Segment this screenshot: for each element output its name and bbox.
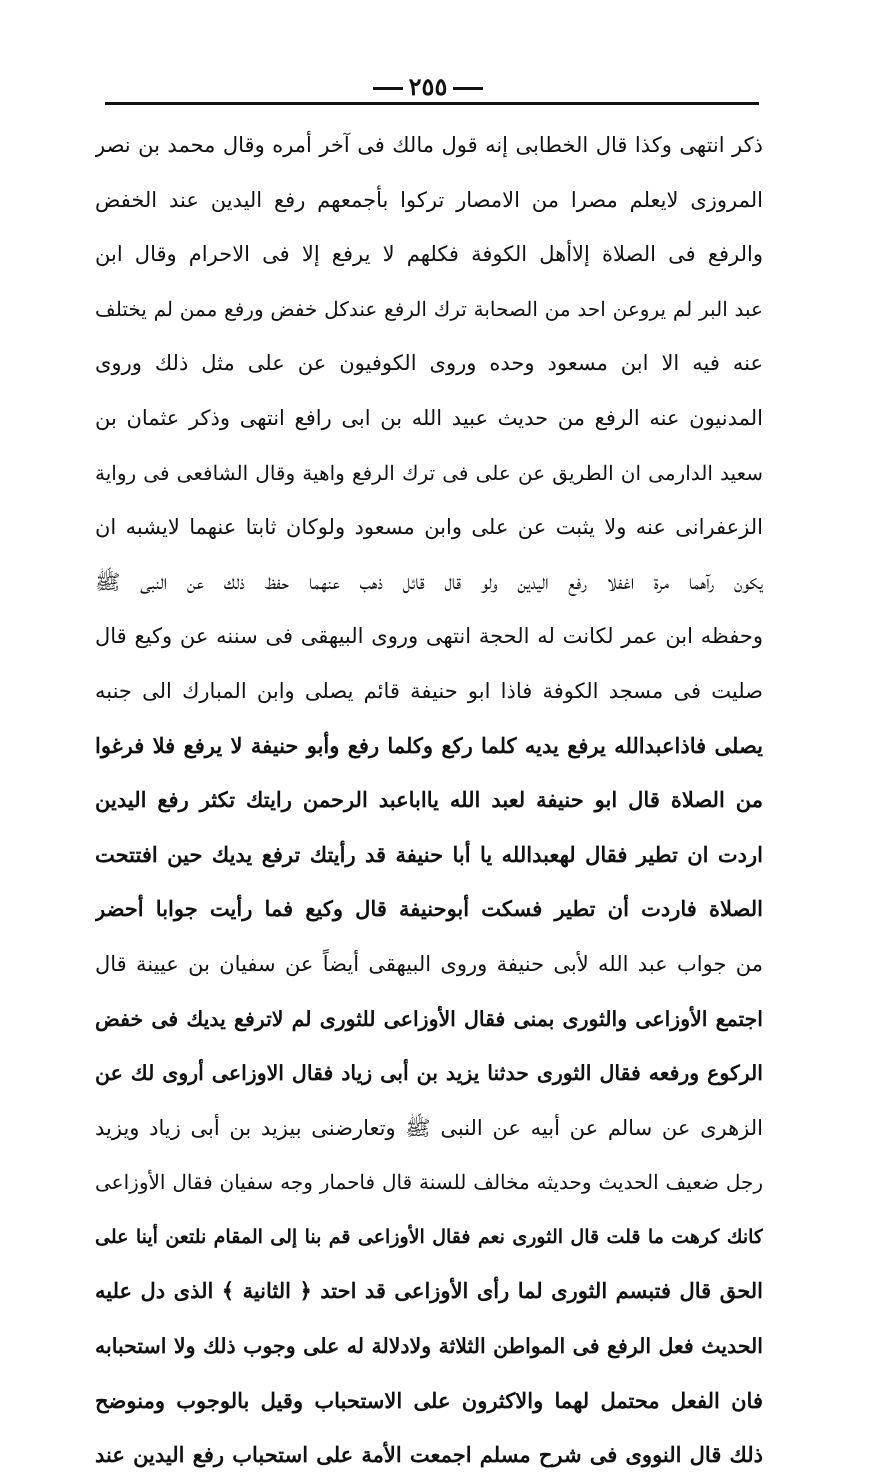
text-line: ذكر انتهى وكذا قال الخطابى إنه قول مالك فى آخر أمره وقال محمد بن نصر: [95, 133, 763, 157]
text-line: اجتمع الأوزاعى والثورى بمنى فقال الأوزاعى للثورى لم لاترفع يديك فى خفض: [95, 1006, 763, 1031]
text-line: عنه فيه الا ابن مسعود وحده وروى الكوفيون عن على مثل ذلك وروى: [95, 351, 763, 376]
text-line: اردت ان تطير فقال لهعبدالله يا أبا حنيفة قد رأيتك ترفع يديك حين افتتحت: [95, 841, 763, 867]
page-number-container: [358, 72, 498, 101]
text-line: الحق قال فتبسم الثورى لما رأى الأوزاعى قد احتد ﴿ الثانية ﴾ الذى دل عليه: [95, 1278, 763, 1304]
text-line: من جواب عبد الله لأبى حنيفة وروى البيهقى أيضاً عن سفيان بن عيينة قال: [95, 951, 763, 976]
text-line: يصلى فاذاعبدالله يرفع يديه كلما ركع وكلما رفع وأبو حنيفة لا يرفع فلا فرغوا: [95, 732, 763, 758]
text-line: رجل ضعيف الحديث وحديثه مخالف للسنة قال فاحمار وجه سفيان فقال الأوزاعى: [95, 1170, 763, 1195]
text-line: صليت فى مسجد الكوفة فاذا ابو حنيفة قائم يصلى وابن المبارك الى جنبه: [95, 678, 763, 703]
text-line: يكون رآهما مرة اغفلا رفع اليدين ولو قال قائل ذهب عنهما حفظ ذلك عن النبى ﷺ: [95, 569, 763, 594]
text-line: من الصلاة قال ابو حنيفة لعبد الله يااباعبد الرحمن رايتك تكثر رفع اليدين: [95, 787, 763, 813]
text-line: الزعفرانى عنه ولا يثبت عن على وابن مسعود ولوكان ثابتا عنهما لايشبه ان: [95, 515, 763, 540]
text-line: سعيد الدارمى ان الطريق عن على فى ترك الرفع واهية وقال الشافعى فى رواية: [95, 460, 763, 485]
header-rule: [105, 102, 759, 105]
body-text: [95, 118, 763, 1483]
text-line: المدنيون عنه الرفع من حديث عبيد الله بن ابى رافع انتهى وذكر عثمان بن: [95, 405, 763, 430]
text-line: المروزى لايعلم مصرا من الامصار تركوا بأجمعهم رفع اليدين عند الخفض: [95, 187, 763, 212]
left-dash: [453, 87, 483, 90]
text-line: الحديث فعل الرفع فى المواطن الثلاثة ولادلالة له على وجوب ذلك ولا استحبابه: [95, 1334, 763, 1359]
text-line: ذلك قال النووى فى شرح مسلم اجمعت الأمة على استحباب رفع اليدين عند: [95, 1442, 763, 1468]
page-header: [0, 66, 876, 106]
text-line: عبد البر لم يروعن احد من الصحابة ترك الرفع عندكل خفض ورفع ممن لم يختلف: [95, 296, 763, 321]
text-line: الصلاة فاردت أن تطير فسكت أبوحنيفة قال وكيع فما رأيت جوابا أحضر: [95, 896, 763, 922]
text-line: فان الفعل محتمل لهما والاكثرون على الاستحباب وقيل بالوجوب ومنوضح: [95, 1387, 763, 1413]
text-line: الزهرى عن سالم عن أبيه عن النبى ﷺ وتعارضنى بيزيد بن أبى زياد ويزيد: [95, 1115, 763, 1140]
text-line: كانك كرهت ما قلت قال الثورى نعم فقال الأوزاعى قم بنا إلى المقام نلتعن أينا على: [95, 1225, 763, 1248]
text-line: والرفع فى الصلاة إلاأهل الكوفة فكلهم لا يرفع إلا فى الاحرام وقال ابن: [95, 242, 763, 267]
page-number: ٢٥٥: [408, 72, 448, 101]
text-line: وحفظه ابن عمر لكانت له الحجة انتهى وروى البيهقى فى سننه عن وكيع قال: [95, 624, 763, 649]
right-dash: [373, 87, 403, 90]
text-line: الركوع ورفعه فقال الثورى حدثنا يزيد بن أبى زياد فقال الاوزاعى أروى لك عن: [95, 1061, 763, 1086]
